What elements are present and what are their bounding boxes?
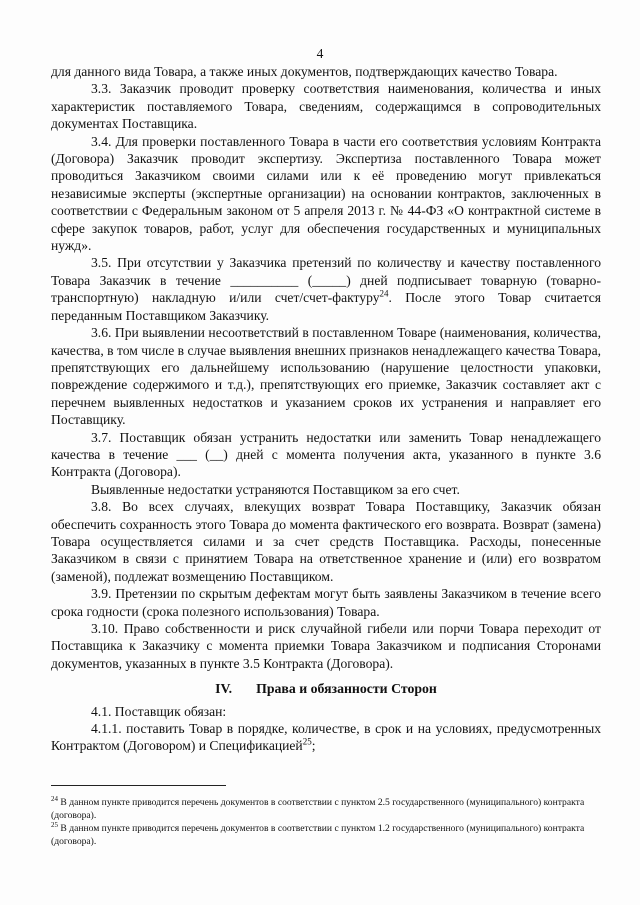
footnote-ref-24: 24 [379,288,389,299]
document-body [51,63,601,755]
paragraph-4-1: 4.1. Поставщик обязан: [91,703,227,719]
footnote-mark-25: 25 [51,821,58,829]
paragraph-4-1-1 [51,720,601,755]
footnotes [51,794,601,849]
footnote-24 [51,794,601,822]
paragraph-3-9: 3.9. Претензии по скрытым дефектам могут быть заявлены Заказчиком в течение всего срока годности (срока полезного использования) Товара. [51,586,601,619]
footnote-ref-25: 25 [302,736,312,747]
paragraph-3-3: 3.3. Заказчик проводит проверку соответствия наименования, количества и иных характеристик поставляемого Товара, сведениям, содержащимся в сопроводительных документах Поставщика. [51,81,601,132]
footnote-divider [51,785,226,786]
section-number: IV. [215,681,233,697]
paragraph-4-1-1-text: 4.1.1. поставить Товар в порядке, количестве, в срок и на условиях, предусмотренных Контрактом (Договором) и Спецификацией [51,721,601,754]
paragraph-3-5 [51,254,601,324]
paragraph-3-4: 3.4. Для проверки поставленного Товара в части его соответствия условиям Контракта (Договора) Заказчик проводит экспертизу. Экспертиза поставленного Товара может проводиться Заказчиком своими силами или к её проведению могут привлекаться независимые эксперты (экспертные организации) на основании контрактов, заключенных в соответствии с Федеральным законом от 5 апреля 2013 г. № 44-ФЗ «О контрактной системе в сфере закупок товаров, работ, услуг для обеспечения государственных и муниципальных нужд». [51,133,601,254]
paragraph-3-7: 3.7. Поставщик обязан устранить недостатки или заменить Товар ненадлежащего качества в течение ___ (__) дней с момента получения акта, указанного в пункте 3.6 Контракта (Договора). [51,429,601,480]
section-heading [51,680,601,697]
paragraph-3-8: 3.8. Во всех случаях, влекущих возврат Товара Поставщику, Заказчик обязан обеспечить сохранность этого Товара до момента фактического его возврата. Возврат (замена) Товара осуществляется силами и за счет средств Поставщика. Расходы, понесенные Заказчиком в связи с принятием Товара на ответственное хранение и (или) его возвратом (заменой), подлежат возмещению Поставщиком. [51,499,601,584]
section-title: Права и обязанности Сторон [256,681,437,697]
paragraph-continuation: для данного вида Товара, а также иных документов, подтверждающих качество Товара. [51,64,558,79]
page-number: 4 [316,46,324,61]
footnote-25-text: В данном пункте приводится перечень документов в соответствии с пунктом 1.2 государственного (муниципального) контракта (договора). [51,823,585,847]
paragraph-3-10: 3.10. Право собственности и риск случайной гибели или порчи Товара переходит от Поставщика к Заказчику с момента приемки Товара Заказчиком и подписания Сторонами документов, указанных в пункте 3.5 Контракта (Договора). [51,621,601,671]
paragraph-4-1-1-tail: ; [311,738,316,754]
footnote-25 [51,823,601,848]
paragraph-3-5-tail: . После этого Товар считается переданным Поставщиком Заказчику. [51,290,601,323]
footnote-24-text: В данном пункте приводится перечень документов в соответствии с пунктом 2.5 государственного (муниципального) контракта (договора). [51,797,585,821]
paragraph-3-7-note: Выявленные недостатки устраняются Поставщиком за его счет. [91,481,460,497]
paragraph-3-5-text: 3.5. При отсутствии у Заказчика претензий по количеству и качеству поставленного Товара Заказчик в течение __________ (_____) дней подписывает товарную (товарно-транспортную) накладную и/или счет/счет-фактуру [51,255,601,306]
paragraph-3-6: 3.6. При выявлении несоответствий в поставленном Товаре (наименования, количества, качества, в том числе в случае выявления внешних признаков ненадлежащего качества Товара, препятствующих его дальнейшему использованию (нарушение целостности упаковки, повреждение содержимого и т.д.), препятствующих его приемке, Заказчик составляет акт с перечнем выявленных недостатков и указанием сроков их устранения и направляет его Поставщику. [51,325,601,428]
footnote-mark-24: 24 [51,794,58,803]
